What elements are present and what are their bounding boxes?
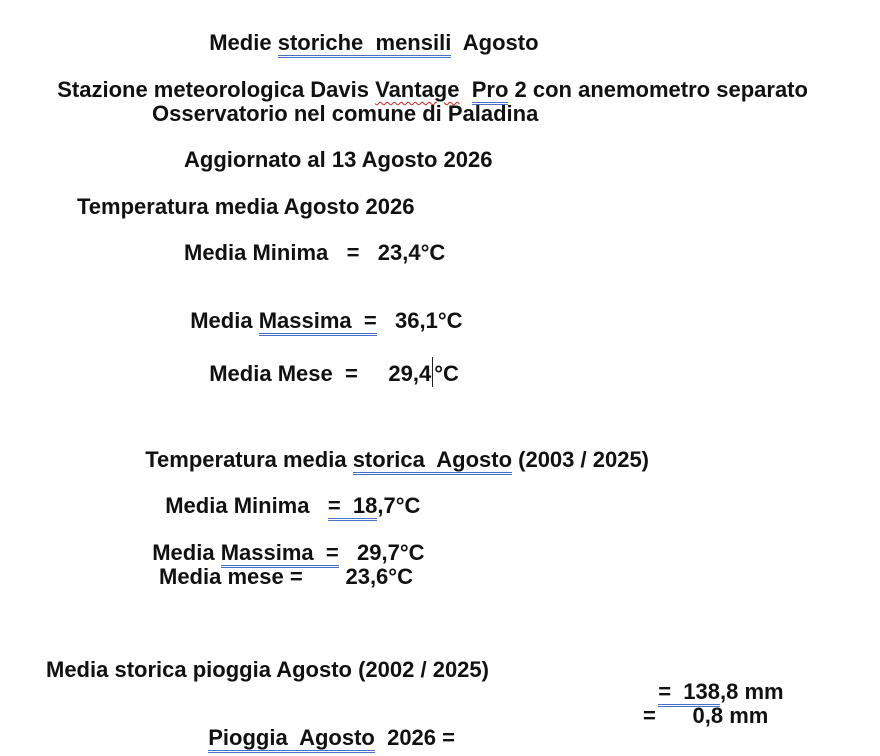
station-vantage: Vantage bbox=[375, 77, 460, 102]
historical-month: Media mese = 23,6°C bbox=[159, 564, 413, 589]
title-line bbox=[197, 10, 539, 54]
historical-max bbox=[140, 520, 425, 564]
title-word-medie: Medie bbox=[209, 30, 278, 55]
historical-min-word: = 18 bbox=[328, 493, 378, 521]
station-post: 2 con anemometro separato bbox=[508, 77, 808, 102]
historical-heading-pre: Temperatura media bbox=[145, 447, 353, 472]
rain-current-post: 2026 = bbox=[374, 725, 455, 750]
rain-hist-value-word: = 138 bbox=[658, 679, 720, 707]
historical-heading bbox=[133, 427, 649, 471]
station-pro: Pro bbox=[472, 77, 509, 105]
rain-hist-value-post: ,8 mm bbox=[720, 679, 784, 704]
historical-min-pre: Media Minima bbox=[165, 493, 328, 518]
current-month-b: °C bbox=[434, 361, 459, 386]
rain-current-label bbox=[196, 705, 455, 749]
station-pre: Stazione meteorologica Davis bbox=[57, 77, 376, 102]
current-month-a: Media Mese = 29,4 bbox=[209, 361, 432, 386]
historical-min-post: ,7°C bbox=[377, 493, 421, 518]
historical-min bbox=[153, 473, 420, 517]
current-min: Media Minima = 23,4°C bbox=[184, 240, 446, 265]
title-word-agosto: Agosto bbox=[451, 30, 539, 55]
rain-hist-label: Media storica pioggia Agosto (2002 / 2025) bbox=[46, 657, 489, 682]
historical-max-post: 29,7°C bbox=[338, 540, 425, 565]
station-line bbox=[45, 57, 808, 101]
current-max-pre: Media bbox=[190, 308, 259, 333]
rain-hist-value bbox=[646, 659, 784, 703]
station-mid bbox=[459, 77, 471, 102]
historical-heading-post: (2003 / 2025) bbox=[512, 447, 649, 472]
title-word-storiche-mensili: storiche mensili bbox=[278, 30, 452, 58]
historical-max-word: Massima = bbox=[221, 540, 339, 568]
current-heading: Temperatura media Agosto 2026 bbox=[77, 194, 415, 219]
updated-line: Aggiornato al 13 Agosto 2026 bbox=[184, 147, 493, 172]
rain-current-word: Pioggia Agosto bbox=[208, 725, 375, 753]
current-max bbox=[178, 288, 463, 332]
current-max-word: Massima = bbox=[259, 308, 377, 336]
historical-heading-word: storica Agosto bbox=[353, 447, 512, 475]
current-month bbox=[197, 335, 459, 387]
observatory-line: Osservatorio nel comune di Paladina bbox=[152, 101, 539, 126]
current-max-post: 36,1°C bbox=[376, 308, 463, 333]
rain-current-value: = 0,8 mm bbox=[643, 703, 769, 728]
historical-max-pre: Media bbox=[152, 540, 221, 565]
